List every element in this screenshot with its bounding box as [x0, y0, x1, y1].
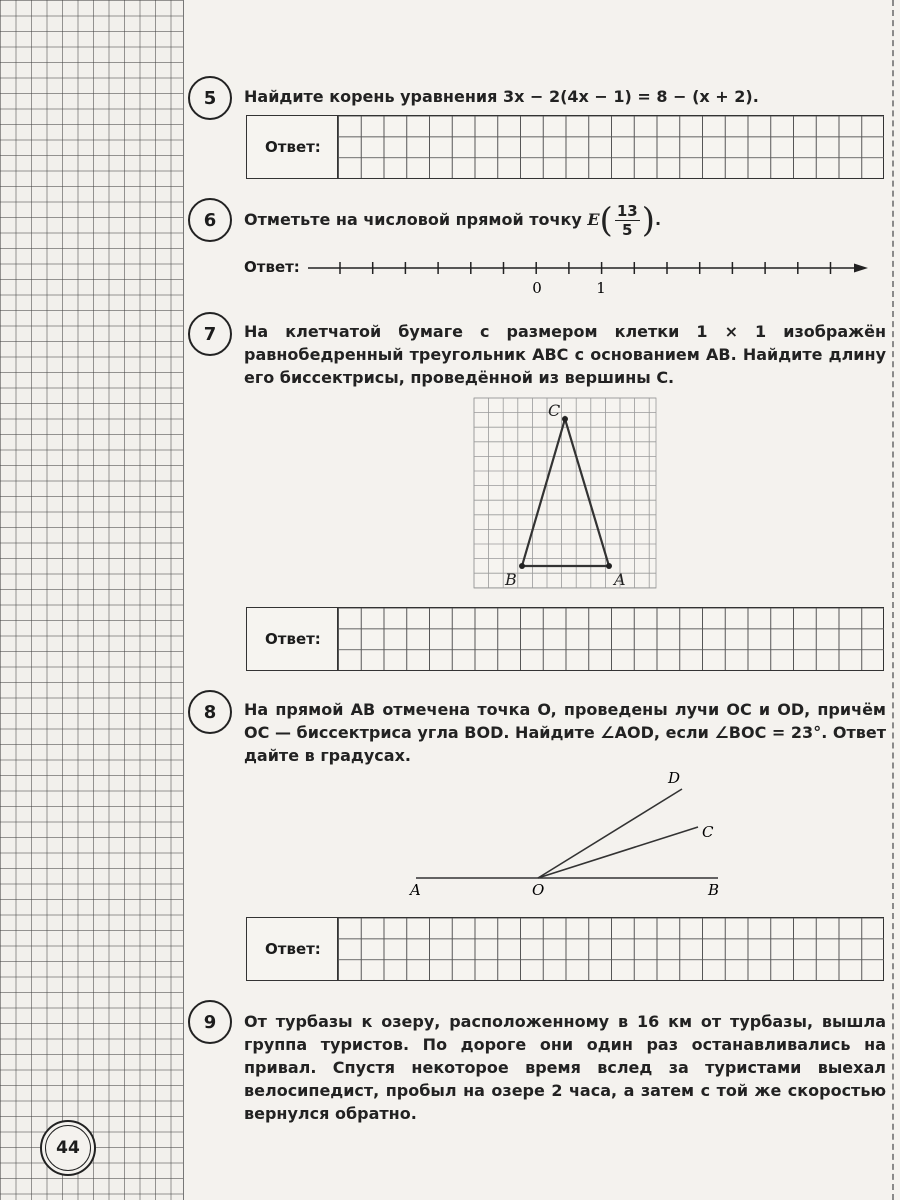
question-7-text: На клетчатой бумаге с размером клетки 1 × 1 изображён равнобедренный треугольник ABC с основанием AB. Найдите длину его биссектрисы, проведённой из вершины C.: [244, 322, 886, 387]
answer-label: Ответ:: [265, 138, 321, 156]
answer-label: Ответ:: [265, 630, 321, 648]
label-a: A: [410, 881, 421, 899]
answer-cells[interactable]: [337, 116, 884, 178]
question-6-number: 6: [188, 198, 232, 242]
question-8-number: 8: [188, 690, 232, 734]
question-9-number: 9: [188, 1000, 232, 1044]
fraction-numerator: 13: [616, 202, 638, 220]
tick-label-zero: 0: [532, 279, 542, 297]
right-paren: ): [641, 200, 655, 241]
left-paren: (: [599, 200, 613, 241]
margin-grid: [0, 0, 184, 1200]
question-7-number: 7: [188, 312, 232, 356]
question-7-answer-box[interactable]: [246, 607, 884, 671]
triangle-figure: [470, 396, 662, 592]
tick-label-one: 1: [596, 279, 606, 297]
fraction: [615, 202, 640, 239]
angle-figure: [400, 764, 740, 904]
vertex-b: [519, 563, 525, 569]
vertex-a: [606, 563, 612, 569]
label-a: A: [614, 570, 626, 589]
label-d: D: [668, 769, 681, 787]
question-5-text: Найдите корень уравнения 3x − 2(4x − 1) = 8 − (x + 2).: [244, 87, 759, 106]
page-edge-cut-line: [892, 0, 894, 1200]
question-6-text-after: .: [654, 210, 662, 229]
question-8-answer-box[interactable]: [246, 917, 884, 981]
question-5-answer-box[interactable]: [246, 115, 884, 179]
label-b: B: [708, 881, 720, 899]
ray-oc: [538, 827, 698, 878]
number-line[interactable]: [300, 255, 880, 300]
answer-cells[interactable]: [337, 918, 884, 980]
question-8-text: На прямой AB отмечена точка O, проведены лучи OC и OD, причём OC — биссектриса угла BOD. Найдите ∠AOD, если ∠BOC = 23°. Ответ дайте в градусах.: [244, 700, 886, 765]
label-c: C: [548, 401, 561, 420]
question-5-number: 5: [188, 76, 232, 120]
number-line-arrow: [854, 264, 868, 273]
question-6-text-before: Отметьте на числовой прямой точку: [244, 210, 588, 229]
ray-od: [538, 789, 682, 878]
question-9-text: От турбазы к озеру, расположенному в 16 км от турбазы, вышла группа туристов. По дороге они один раз останавливались на привал. Спустя некоторое время вслед за туристами выехал велосипедист, пробыл на озере 2 часа, а затем с той же скоростью вернулся обратно.: [244, 1012, 886, 1123]
label-o: O: [532, 881, 545, 899]
vertex-c: [562, 416, 568, 422]
question-6-text: [244, 200, 886, 241]
fraction-denominator: 5: [622, 221, 633, 239]
question-6-answer-label: Ответ:: [244, 258, 300, 276]
answer-cells[interactable]: [337, 608, 884, 670]
label-c: C: [702, 823, 714, 841]
answer-label: Ответ:: [265, 940, 321, 958]
grid-background: [474, 398, 656, 588]
label-b: B: [505, 570, 517, 589]
point-letter: E: [587, 210, 600, 229]
page-number: 44: [40, 1120, 96, 1176]
